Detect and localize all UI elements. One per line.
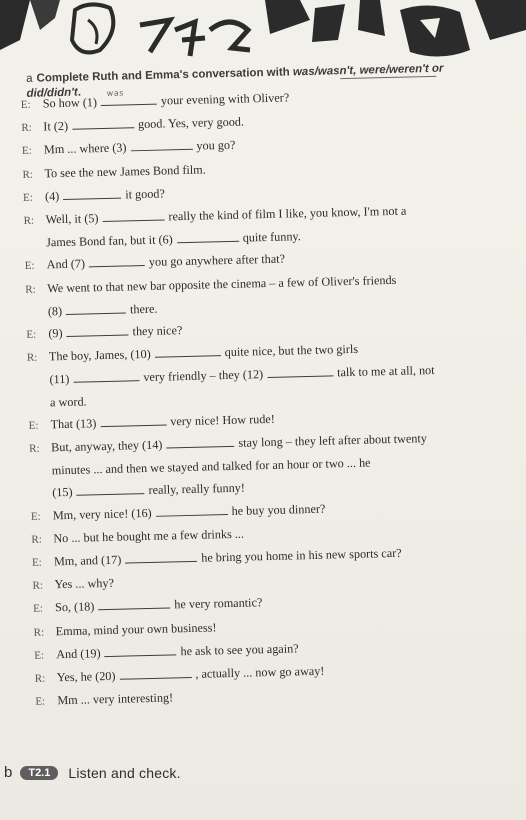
speaker-label: E: [34, 649, 45, 662]
dialogue-text: he bring you home in his new sports car? [201, 545, 402, 565]
answer-blank[interactable] [130, 137, 192, 152]
speaker-label: R: [33, 626, 45, 639]
dialogue-text: (8) [47, 303, 63, 319]
dialogue-text: No ... but he bought me a few drinks ... [53, 526, 245, 546]
dialogue-text: very nice! How rude! [170, 411, 275, 429]
speaker-label: R: [21, 121, 32, 135]
speaker-label: R: [29, 442, 40, 455]
dialogue-text: he very romantic? [174, 595, 263, 612]
dialogue-text: It (2) [43, 119, 69, 134]
dialogue-text: Mm ... where (3) [43, 140, 127, 157]
speaker-label: R: [34, 672, 46, 685]
dialogue-text: you go anywhere after that? [148, 252, 286, 270]
dialogue-text: Mm ... very interesting! [57, 690, 174, 708]
exercise-b-instruction: Listen and check. [68, 764, 181, 781]
dialogue-text: Emma, mind your own business! [55, 620, 217, 638]
answer-blank[interactable] [267, 364, 333, 379]
dialogue-text: (4) [44, 188, 60, 204]
dialogue-text: (9) [48, 326, 63, 341]
answer-blank[interactable] [66, 322, 128, 337]
speaker-label: R: [26, 351, 38, 365]
dialogue-text: he buy you dinner? [231, 501, 326, 518]
dialogue-text: very friendly – they (12) [143, 367, 264, 385]
speaker-label: E: [26, 328, 37, 341]
answer-blank[interactable] [119, 665, 191, 680]
speaker-label: R: [25, 283, 36, 296]
dialogue-text: you go? [196, 138, 236, 154]
dialogue-text: To see the new James Bond film. [44, 162, 206, 181]
answer-blank[interactable] [102, 208, 164, 223]
speaker-label: R: [23, 214, 35, 227]
answer-blank[interactable] [125, 549, 197, 564]
exercise-a [20, 60, 526, 714]
answer-blank[interactable] [100, 412, 166, 427]
dialogue-text: Mm, and (17) [53, 552, 122, 569]
handwritten-answer: was [106, 88, 124, 98]
speaker-label: E: [35, 695, 46, 709]
dialogue-text: really the kind of film I like, you know, I'm not a [168, 203, 407, 224]
speaker-label: R: [32, 579, 44, 593]
speaker-label: E: [21, 145, 32, 158]
dialogue-text: your evening with Oliver? [160, 90, 290, 108]
dialogue-text: Well, it (5) [45, 211, 99, 227]
speaker-label: E: [20, 98, 31, 111]
dialogue-text: We went to that new bar opposite the cinema – a few of Oliver's friends [47, 272, 397, 296]
dialogue-text: a word. [49, 394, 87, 410]
dialogue-text: James Bond fan, but it (6) [46, 232, 173, 250]
dialogue-text: quite funny. [242, 229, 301, 245]
dialogue-text: , actually ... now go away! [195, 663, 325, 681]
dialogue-text: So, (18) [54, 599, 95, 615]
dialogue-text: good. Yes, very good. [137, 114, 245, 132]
speaker-label: E: [30, 510, 41, 523]
dialogue-text: it good? [125, 186, 166, 202]
answer-blank[interactable] [166, 434, 234, 449]
dialogue-text: But, anyway, they (14) [51, 437, 163, 455]
dialogue-lines [21, 81, 526, 714]
audio-track-badge: T2.1 [20, 766, 58, 780]
dialogue-text: really, really funny! [148, 481, 246, 498]
speaker-label: E: [22, 191, 33, 204]
dialogue-text: (15) [52, 485, 73, 500]
speaker-label: E: [24, 260, 35, 273]
dialogue-text: there. [129, 301, 158, 317]
answer-blank[interactable] [98, 596, 170, 611]
dialogue-text: quite nice, but the two girls [224, 342, 359, 360]
answer-blank[interactable] [104, 642, 176, 657]
answer-blank[interactable] [154, 343, 220, 358]
dialogue-text: Yes ... why? [54, 576, 115, 592]
exercise-b-letter: b [4, 764, 13, 781]
dialogue-text: That (13) [50, 416, 97, 432]
dialogue-text: (11) [49, 372, 70, 387]
answer-blank[interactable] [89, 253, 145, 267]
answer-blank[interactable] [155, 502, 227, 517]
dialogue-text: stay long – they left after about twenty [238, 431, 428, 450]
answer-blank[interactable] [63, 185, 121, 199]
dialogue-text: So how (1) [42, 95, 98, 111]
speaker-label: E: [28, 419, 39, 432]
dialogue-text: they nice? [132, 323, 183, 339]
dialogue-text: The boy, James, (10) [48, 347, 151, 364]
dialogue-text: talk to me at all, not [336, 363, 435, 380]
answer-blank[interactable] [66, 300, 126, 314]
exercise-letter: a [26, 72, 33, 85]
answer-blank[interactable] [177, 229, 239, 244]
speaker-label: E: [32, 603, 44, 616]
dialogue-text: Yes, he (20) [56, 668, 116, 685]
dialogue-text: And (19) [56, 646, 101, 662]
answer-blank[interactable] [101, 88, 157, 106]
exercise-instruction: a Complete Ruth and Emma's conversation with was/wasn't, were/weren't or did/didn't. [26, 62, 444, 100]
answer-blank[interactable] [72, 115, 134, 130]
answer-blank[interactable] [73, 369, 139, 384]
dialogue-text: Mm, very nice! (16) [52, 505, 152, 522]
speaker-label: R: [22, 168, 34, 181]
speaker-label: R: [31, 533, 42, 546]
dialogue-text: he ask to see you again? [180, 641, 299, 659]
dialogue-text: And (7) [46, 256, 86, 272]
dialogue-text: minutes ... and then we stayed and talked for an hour or two ... he [51, 455, 371, 478]
exercise-b [4, 764, 181, 781]
speaker-label: E: [31, 556, 42, 569]
answer-blank[interactable] [76, 482, 144, 497]
